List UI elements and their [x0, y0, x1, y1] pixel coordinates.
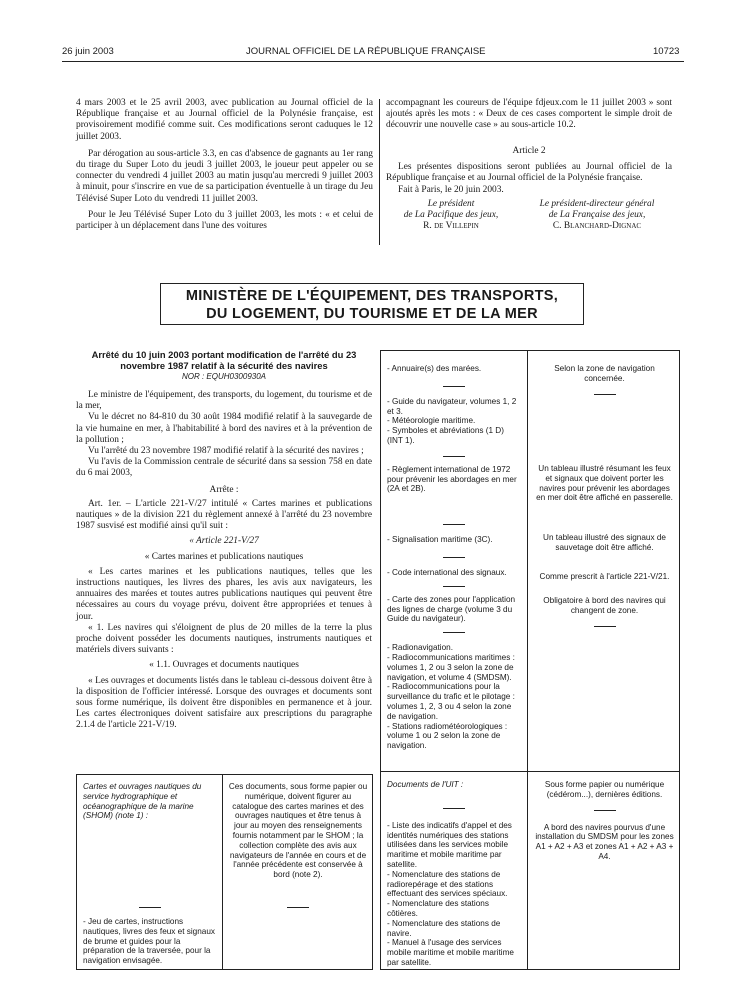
table-column-divider — [527, 351, 528, 969]
list-item: - Code international des signaux. — [387, 567, 507, 577]
header-rule — [62, 61, 684, 62]
table-column-divider — [222, 775, 223, 969]
table-note: Sous forme papier ou numérique (cédérom...), dernières éditions. — [544, 780, 665, 799]
done-at: Fait à Paris, le 20 juin 2003. — [398, 185, 504, 196]
list-item: - Manuel à l'usage des services mobile maritime et mobile maritime par satellite. — [387, 938, 514, 967]
paragraph: 4 mars 2003 et le 25 avril 2003, avec publication au Journal officiel de la République française et au Journal officiel de la Polynésie française, est provisoirement modifié comme suit. Ces modifications seront caduques le 12 juillet 2003. — [76, 98, 373, 142]
list-item: - Signalisation maritime (3C). — [387, 535, 493, 545]
list-item: - Règlement international de 1972 pour prévenir les abordages en mer (2A et 2B). — [387, 464, 517, 494]
table-cell-right — [534, 596, 675, 635]
documents-table-right — [380, 350, 680, 970]
article-subtitle: « Cartes marines et publications nautiques — [144, 551, 304, 562]
article-2-heading: Article 2 — [512, 145, 546, 156]
list-item: - Carte des zones pour l'application des lignes de charge (volume 3 du Guide du navigateur). — [387, 594, 516, 624]
table-note: Obligatoire à bord des navires qui changent de zone. — [543, 596, 666, 615]
list-item: - Stations radiométéorologiques : volume 1 ou 2 selon la zone de navigation. — [387, 721, 508, 751]
table-cell-left — [387, 364, 521, 751]
arrete-title: Arrêté du 10 juin 2003 portant modification de l'arrêté du 23 novembre 1987 relatif à la sécurité des navires — [91, 349, 357, 371]
ministry-line-2: DU LOGEMENT, DU TOURISME ET DE LA MER — [206, 306, 538, 322]
table-cell-right — [534, 533, 675, 553]
dash-separator — [443, 386, 465, 387]
arrete-column — [76, 350, 372, 732]
paragraph: Par dérogation au sous-article 3.3, en cas d'absence de gagnants au 1er rang du tirage du Super Loto du jeudi 3 juillet 2003, le joueur peut appeler ou se connecter du vendredi 4 juillet 2003 au matin jusqu'au mercredi 9 juillet 2003 à minuit, pour s'inscrire en vue de sa participation éventuelle à un tirage du Jeu Télévisé Super Loto du vendredi 11 juillet 2003. — [76, 148, 373, 204]
table-note: Comme prescrit à l'article 221-V/21. — [539, 572, 670, 581]
dash-separator — [287, 907, 309, 908]
list-item: - Radiocommunications maritimes : volumes 1, 2 ou 3 selon la zone de navigation, et volume 4 (SMDSM). — [387, 652, 515, 682]
table-cell-right — [534, 464, 675, 503]
paragraph: Le ministre de l'équipement, des transports, du logement, du tourisme et de la mer, — [76, 390, 372, 412]
paragraph: Les présentes dispositions seront publiées au Journal officiel de la République française et au Journal officiel de la Polynésie française. — [386, 161, 672, 184]
table-note: A bord des navires pourvus d'une installation du SMDSM pour les zones A1 + A2 + A3 et zones A1 + A2 + A3 + A4. — [535, 822, 674, 861]
ministry-line-1: MINISTÈRE DE L'ÉQUIPEMENT, DES TRANSPORTS, — [185, 288, 559, 304]
table-note: Un tableau illustré des signaux de sauvetage doit être affiché. — [543, 533, 666, 552]
dash-separator — [443, 524, 465, 525]
header-journal: JOURNAL OFFICIEL DE LA RÉPUBLIQUE FRANÇAISE — [246, 46, 486, 57]
list-item: - Nomenclature des stations de radiorepérage et des stations effectuant des services spéciaux. — [387, 869, 508, 899]
table-cell: Cartes et ouvrages nautiques du service hydrographique et océanographique de la marine (SHOM) (note 1) : — [83, 782, 202, 821]
list-item: - Radionavigation. — [387, 643, 453, 653]
list-item: - Nomenclature des stations côtières. — [387, 899, 489, 918]
paragraph: Vu le décret no 84-810 du 30 août 1984 modifié relatif à la sauvegarde de la vie humaine en mer, à l'habitabilité à bord des navires et à la prévention de la pollution ; — [76, 412, 372, 445]
signatory-left-name: R. de Villepin — [423, 221, 479, 232]
documents-table-left — [76, 774, 373, 970]
signatory-right-name: C. Blanchard-Dignac — [552, 221, 642, 232]
table-cell-right — [534, 364, 675, 403]
list-item: - Guide du navigateur, volumes 1, 2 et 3. — [387, 396, 517, 416]
header-page-number: 10723 — [653, 46, 680, 57]
ministry-heading-box — [160, 283, 584, 325]
paragraph: Vu l'arrêté du 23 novembre 1987 modifié relatif à la sécurité des navires ; — [88, 446, 364, 457]
arrete-label: Arrête : — [209, 484, 239, 495]
list-item: - Radiocommunications pour la surveillance du trafic et le pilotage : volumes 1, 2, 3 ou 4 selon la zone de navigation. — [387, 682, 515, 721]
list-item: - Météorologie maritime. — [387, 416, 476, 426]
table-note: Selon la zone de navigation concernée. — [554, 364, 655, 383]
list-item: - Symboles et abréviations (1 D) (INT 1). — [387, 426, 504, 445]
paragraph: accompagnant les coureurs de l'équipe fdjeux.com le 11 juillet 2003 » sont ajoutés après les mots : « Deux de ces cases comportent le simple droit de découvrir une nouvelle case » au sous-article 10.2. — [386, 98, 672, 131]
paragraph: « 1. Les navires qui s'éloignent de plus de 20 milles de la terre la plus proche doivent posséder les documents nautiques, instruments nautiques et matériels divers suivants : — [76, 622, 372, 656]
table-row-divider — [381, 771, 679, 772]
paragraph: Vu l'avis de la Commission centrale de sécurité dans sa session 758 en date du 6 mai 2003, — [76, 457, 372, 479]
signatory-left-org: de La Pacifique des jeux, — [403, 210, 499, 221]
paragraph: « Les cartes marines et les publications nautiques, telles que les instructions nautiques, les livres des phares, les avis aux navigateurs, les annuaires des marées et toutes autres publications nautiques qui peuvent être nécessaires au cours du voyage prévu, doivent être appropriées et tenues à jour. — [76, 566, 372, 622]
table-cell: Ces documents, sous forme papier ou numérique, doivent figurer au catalogue des cartes marines et des ouvrages nautiques et être tenus à jour au moyen des renseignements fournis notamment par le SHOM ; la collection complète des avis aux navigateurs de l'année en cours et de l'année précédente est conservée à bord (note 2). — [228, 782, 368, 880]
signatory-left-title: Le président — [427, 199, 475, 210]
dash-separator — [443, 632, 465, 633]
table-cell-left — [387, 780, 521, 968]
top-right-column — [386, 98, 672, 232]
dash-separator — [139, 907, 161, 908]
signatory-right-title: Le président-directeur général — [539, 199, 655, 210]
table-cell-right — [534, 780, 675, 862]
article-1: Art. 1er. – L'article 221-V/27 intitulé « Cartes marines et publications nautiques » de la division 221 du règlement annexé à l'arrêté du 23 novembre 1987 susvisé est modifié ainsi qu'il suit : — [76, 498, 372, 532]
dash-separator — [443, 808, 465, 809]
article-number: « Article 221-V/27 — [189, 536, 259, 547]
dash-separator — [594, 394, 616, 395]
column-divider — [379, 99, 380, 245]
paragraph: « Les ouvrages et documents listés dans le tableau ci-dessous doivent être à la disposition de l'officier intéressé. Lorsque des ouvrages et documents sont sous forme numérique, ils doivent être disponibles en permanence et à jour. Les cartes électroniques doivent satisfaire aux prescriptions du paragraphe 2.1.4 de l'article 221-V/19. — [76, 675, 372, 731]
table-cell-right — [534, 572, 675, 582]
table-note: Un tableau illustré résumant les feux et signaux que doivent porter les navires pour prévenir les abordages en mer doit être affiché en passerelle. — [536, 464, 673, 503]
top-left-column — [76, 98, 373, 232]
nor-reference: NOR : EQUH0300930A — [181, 372, 267, 381]
paragraph: Pour le Jeu Télévisé Super Loto du 3 juillet 2003, les mots : « et celui de participer à un déplacement dans l'une des voitures — [76, 209, 373, 232]
dash-separator — [443, 557, 465, 558]
uit-documents-heading: Documents de l'UIT : — [387, 780, 464, 789]
list-item: - Nomenclature des stations de navire. — [387, 918, 501, 938]
dash-separator — [594, 626, 616, 627]
section-heading: « 1.1. Ouvrages et documents nautiques — [149, 660, 299, 671]
list-item: - Liste des indicatifs d'appel et des identités numériques des stations utilisées dans les services mobile maritime et mobile maritime par satellite. — [387, 820, 512, 869]
dash-separator — [594, 810, 616, 811]
list-item: - Annuaire(s) des marées. — [387, 364, 482, 373]
table-cell: - Jeu de cartes, instructions nautiques, livres des feux et signaux de brume et guides pour la préparation de la traversée, pour la navigation envisagée. — [83, 917, 215, 966]
header-date: 26 juin 2003 — [62, 46, 114, 57]
dash-separator — [443, 586, 465, 587]
signatory-right-org: de La Française des jeux, — [548, 210, 646, 221]
dash-separator — [443, 456, 465, 457]
